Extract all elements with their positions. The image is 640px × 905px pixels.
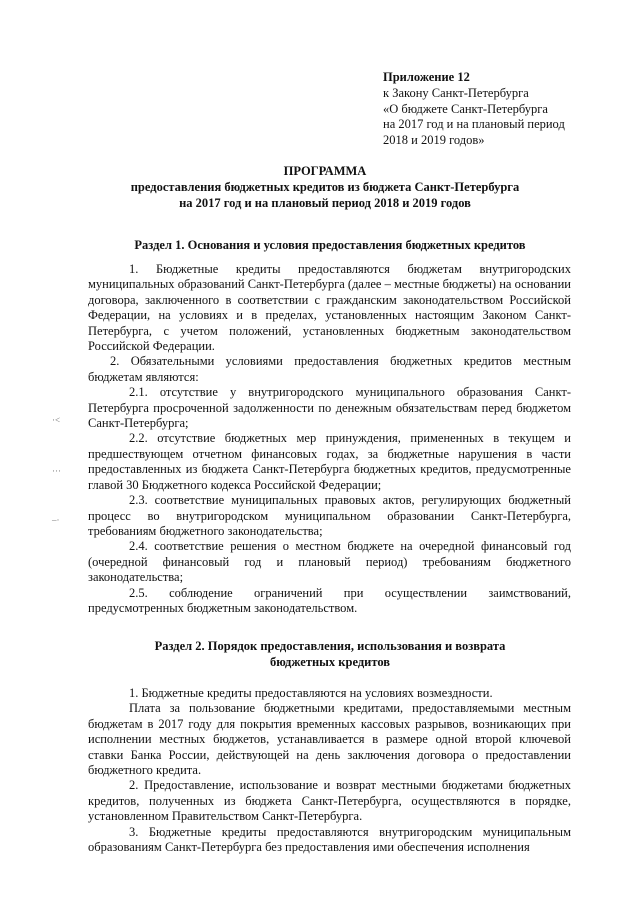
heading-line: бюджетных кредитов bbox=[269, 655, 391, 669]
appendix-line: 2018 и 2019 годов» bbox=[383, 133, 485, 148]
paragraph: 2.4. соответствие решения о местном бюджете на очередной финансовый год (очередной финансовый год и плановый период) требованиям бюджетного законодательства; bbox=[88, 539, 571, 585]
title-line: ПРОГРАММА bbox=[283, 164, 367, 178]
title-line: предоставления бюджетных кредитов из бюджета Санкт-Петербурга bbox=[130, 179, 520, 194]
paragraph: 1. Бюджетные кредиты предоставляются на условиях возмездности. bbox=[129, 686, 493, 700]
section-2-body bbox=[88, 686, 571, 855]
paragraph: 2.2. отсутствие бюджетных мер принуждения, примененных в текущем и предшествующем отчетном финансовых годах, за бюджетные нарушения в части предоставленных из бюджета Санкт-Петербурга бюджетных кредитов, предусмотренные главой 30 Бюджетного кодекса Российской Федерации; bbox=[88, 431, 571, 492]
paragraph: 1. Бюджетные кредиты предоставляются бюджетам внутригородских муниципальных образований Санкт-Петербурга (далее – местные бюджеты) на основании договора, заключенного в соответствии с гражданским законодательством Российской Федерации, на условиях и в пределах, установленных настоящим Законом Санкт-Петербурга, с учетом положений, установленных бюджетным законодательством Российской Федерации. bbox=[88, 262, 571, 354]
paragraph: 2.1. отсутствие у внутригородского муниципального образования Санкт-Петербурга просроченной задолженности по денежным обязательствам перед бюджетом Санкт-Петербурга; bbox=[88, 385, 571, 431]
scan-artifact: ··· bbox=[52, 466, 61, 476]
appendix-line: «О бюджете Санкт-Петербурга bbox=[383, 101, 548, 116]
section-1-body bbox=[88, 262, 571, 616]
appendix-line: к Закону Санкт-Петербурга bbox=[383, 85, 529, 100]
paragraph: 2.3. соответствие муниципальных правовых актов, регулирующих бюджетный процесс во внутригородском муниципальном образовании Санкт-Петербурга, требованиям бюджетного законодательства; bbox=[88, 493, 571, 538]
paragraph: 3. Бюджетные кредиты предоставляются внутригородским муниципальным образованиям Санкт-Петербурга без предоставления ими обеспечения исполнения bbox=[88, 824, 571, 855]
section-1-heading: Раздел 1. Основания и условия предоставления бюджетных кредитов bbox=[134, 238, 526, 252]
appendix-block bbox=[383, 70, 603, 149]
paragraph: 2. Предоставление, использование и возврат местными бюджетами бюджетных кредитов, полученных из бюджета Санкт-Петербурга, осуществляются в порядке, установленном Правительством Санкт-Петербурга. bbox=[88, 778, 571, 824]
heading-line: Раздел 2. Порядок предоставления, использования и возврата bbox=[154, 639, 506, 653]
paragraph: 2. Обязательными условиями предоставления бюджетных кредитов местным бюджетам являются: bbox=[88, 354, 571, 384]
document-title bbox=[90, 164, 560, 211]
section-2-heading bbox=[90, 638, 570, 670]
paragraph: 2.5. соблюдение ограничений при осуществлении заимствований, предусмотренных бюджетным законодательством. bbox=[88, 585, 571, 615]
appendix-line: на 2017 год и на плановый период bbox=[383, 117, 565, 132]
appendix-heading: Приложение 12 bbox=[383, 70, 470, 84]
scan-artifact: ·< bbox=[52, 415, 61, 425]
scan-artifact: –· bbox=[52, 515, 60, 525]
paragraph: Плата за пользование бюджетными кредитами, предоставляемыми местным бюджетам в 2017 году для покрытия временных кассовых разрывов, возникающих при исполнении местных бюджетов, устанавливается в размере одной второй ключевой ставки Банка России, действующей на день заключения договора о предоставлении бюджетного кредита. bbox=[88, 701, 571, 778]
title-line: на 2017 год и на плановый период 2018 и 2019 годов bbox=[179, 195, 471, 210]
